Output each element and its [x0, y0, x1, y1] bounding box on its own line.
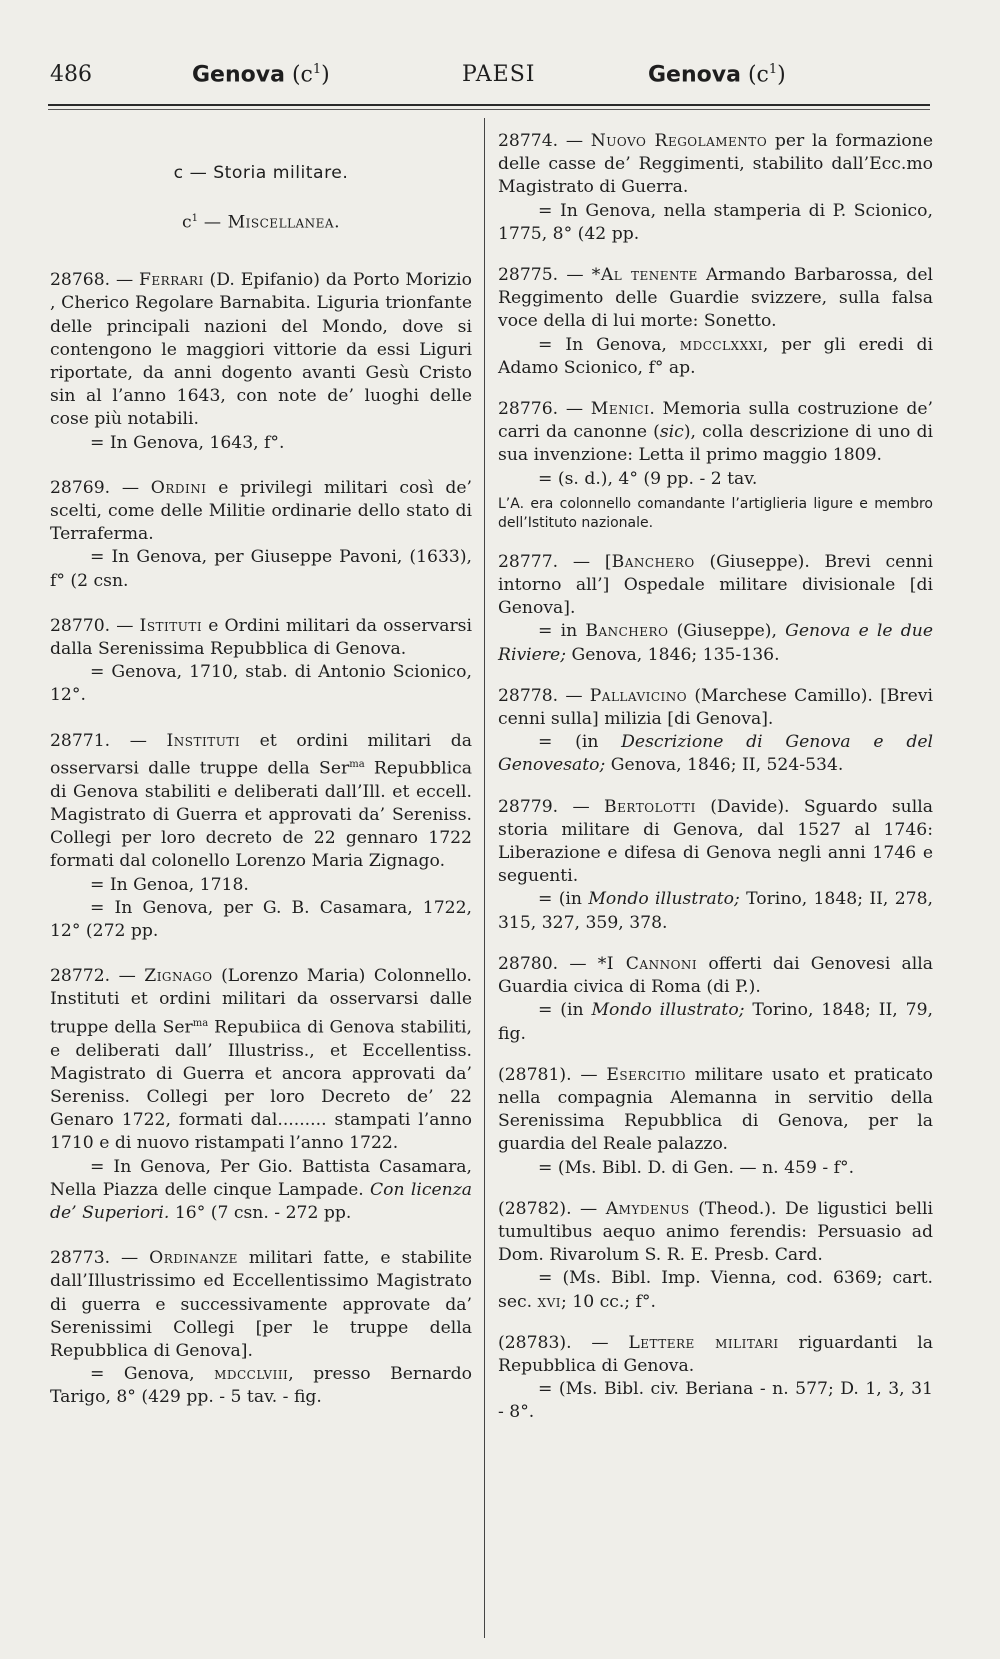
entry-28775: 28775. — *Al tenente Armando Barbarossa, del Reggimento delle Guardie svizzere, sulla falsa voce della di lui morte: Sonetto. = In Genova, mdcclxxxi, per gli eredi di Adamo Scionico, f° ap. [498, 265, 933, 378]
entry-28776: 28776. — Menici. Memoria sulla costruzione de’ carri da canonne (sic), colla descrizione di uno di sua invenzione: Letta il primo maggio 1809. = (s. d.), 4° (9 pp. - 2 tav. L’A. era colonnello comandante l’artiglieria ligure e membro dell’Istituto nazionale. [498, 399, 933, 531]
header-title-right: Genova $(c^1)$ [648, 62, 786, 88]
header-center: PAESI [462, 62, 536, 87]
entry-28772: 28772. — Zignago (Lorenzo Maria) Colonnello. Instituti et ordini militari da osservarsi dalle truppe della Ser$^{ma}$ Repubiica di Genova stabiliti, e deliberati dall’ Illustriss., et Eccellentiss. Magistrato di Guerra et ancora approvati da’ Sereniss. Collegi per loro Decreto de’ 22 Genaro 1722, formati dal......... stampati l’anno 1710 e di nuovo ristampati l’anno 1722. = In Genova, Per Gio. Battista Casamara, Nella Piazza delle cinque Lampade. Con licenza de’ Superiori. 16° (7 csn. - 272 pp. [50, 966, 472, 1223]
section-heading: c — Storia militare. [173, 163, 349, 183]
entry-28777: 28777. — [Banchero (Giuseppe). Brevi cenni intorno all’] Ospedale militare divisionale [di Genova]. = in Banchero (Giuseppe), Genova e le due Riviere; Genova, 1846; 135-136. [498, 551, 934, 665]
subsection-heading: $c^1$ — Miscellanea. [181, 212, 341, 233]
running-header [50, 62, 930, 100]
header-title-left: Genova $(c^1)$ [192, 62, 330, 88]
entry-28780: 28780. — *I Cannoni offerti dai Genovesi alla Guardia civica di Roma (di P.). = (in Mondo illustrato; Torino, 1848; II, 79, fig. [498, 953, 933, 1044]
left-column [50, 130, 472, 1410]
page-number: 486 [50, 62, 92, 87]
entry-28770: 28770. — Istituti e Ordini militari da osservarsi dalla Serenissima Repubblica di Genova. = Genova, 1710, stab. di Antonio Scionico, 12°. [50, 615, 472, 706]
entry-28771: 28771. — Instituti et ordini militari da osservarsi dalle truppe della Ser$^{ma}$ Repubblica di Genova stabiliti e deliberati dall’Ill. et eccell. Magistrato di Guerra et approvati da’ Sereniss. Collegi per loro decreto de 22 gennaro 1722 formati dal colonello Lorenzo Maria Zignago. = In Genoa, 1718. = In Genova, per G. B. Casamara, 1722, 12° (272 pp. [50, 730, 472, 941]
entry-28779: 28779. — Bertolotti (Davide). Sguardo sulla storia militare di Genova, dal 1527 al 1746: Liberazione e difesa di Genova negli anni 1746 e seguenti. = (in Mondo illustrato; Torino, 1848; II, 278, 315, 327, 359, 378. [498, 796, 933, 933]
header-rule-thin [48, 109, 930, 110]
entry-28768: 28768. — Ferrari (D. Epifanio) da Porto Morizio , Cherico Regolare Barnabita. Liguria trionfante delle principali nazioni del Mondo, dove si contengono le maggiori vittorie da essi Liguri riportate, da anni dogento avanti Gesù Cristo sin al l’anno 1643, con note de’ luoghi delle cose più notabili. = In Genova, 1643, f°. [50, 270, 472, 453]
entry-28774: 28774. — Nuovo Regolamento per la formazione delle casse de’ Reggimenti, stabilito dall’Ecc.mo Magistrato di Guerra. = In Genova, nella stamperia di P. Scionico, 1775, 8° (42 pp. [498, 131, 933, 244]
entry-28783: (28783). — Lettere militari riguardanti la Repubblica di Genova. = (Ms. Bibl. civ. Beriana - n. 577; D. 1, 3, 31 - 8°. [498, 1332, 933, 1423]
entry-28769: 28769. — Ordini e privilegi militari così de’ scelti, come delle Militie ordinarie dello stato di Terraferma. = In Genova, per Giuseppe Pavoni, (1633), f° (2 csn. [50, 477, 472, 591]
entry-28778: 28778. — Pallavicino (Marchese Camillo). [Brevi cenni sulla] milizia [di Genova]. = (in Descrizione di Genova e del Genovesato; Genova, 1846; II, 524-534. [498, 685, 933, 776]
header-rule [48, 104, 930, 106]
entry-28781: (28781). — Esercitio militare usato et praticato nella compagnia Alemanna in servitio della Serenissima Repubblica di Genova, per la guardia del Reale palazzo. = (Ms. Bibl. D. di Gen. — n. 459 - f°. [498, 1064, 933, 1178]
entry-28773: 28773. — Ordinanze militari fatte, e stabilite dall’Illustrissimo ed Eccellentissimo Magistrato di guerra e successivamente approvate da’ Serenissimi Collegi [per le truppe della Repubblica di Genova]. = Genova, mdcclviii, presso Bernardo Tarigo, 8° (429 pp. - 5 tav. - fig. [50, 1248, 472, 1408]
column-divider [484, 118, 485, 1638]
right-column [498, 130, 933, 1425]
entry-28782: (28782). — Amydenus (Theod.). De ligustici belli tumultibus aequo animo ferendis: Persuasio ad Dom. Rivarolum S. R. E. Presb. Card. = (Ms. Bibl. Imp. Vienna, cod. 6369; cart. sec. xvi; 10 cc.; f°. [498, 1198, 933, 1312]
